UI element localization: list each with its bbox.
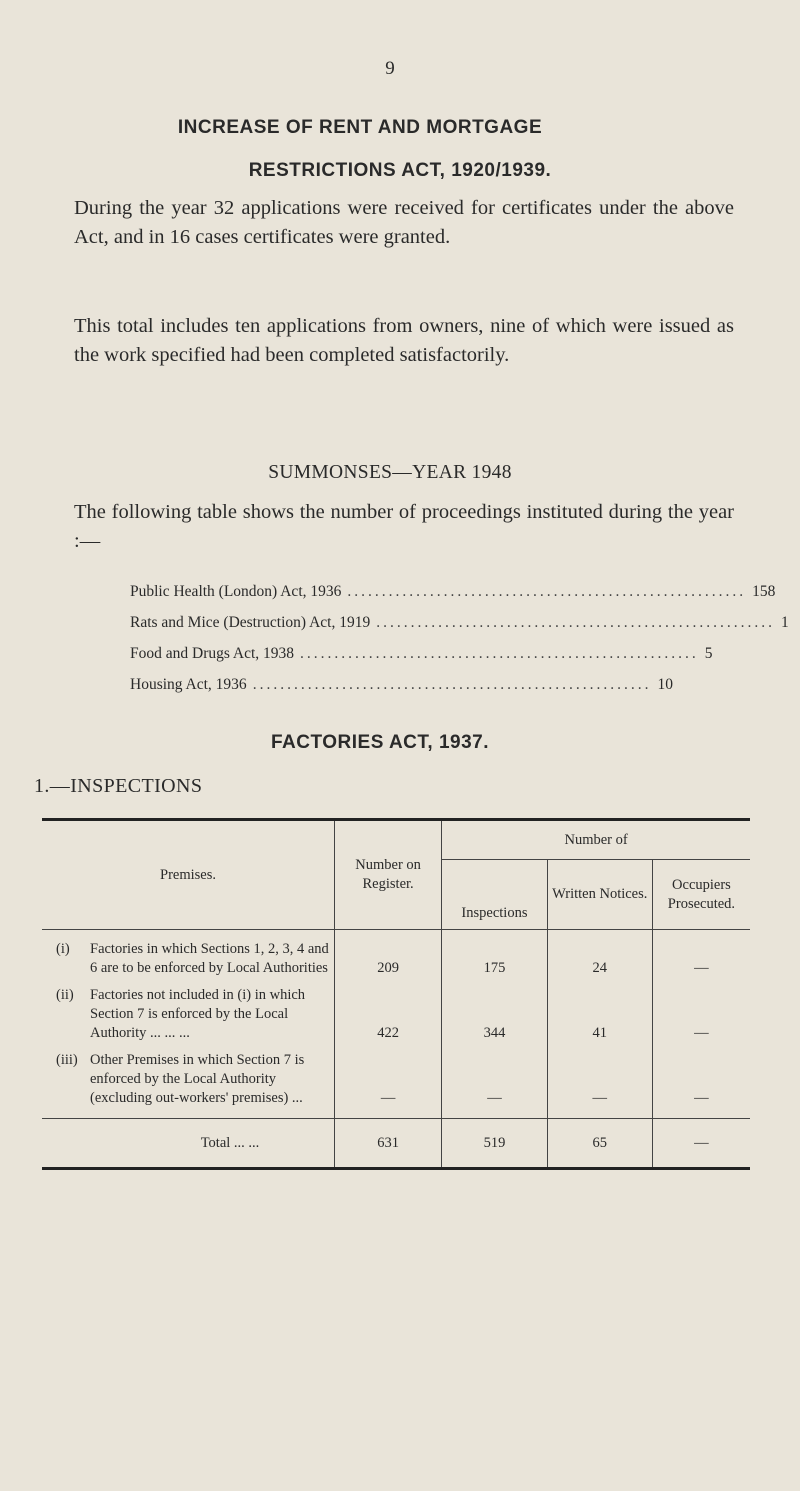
notices-value: 41 [547, 982, 652, 1047]
premise-item [56, 940, 330, 978]
header-premises: Premises. [42, 820, 335, 930]
register-value: — [335, 1047, 442, 1119]
summonses-title: SUMMONSES—YEAR 1948 [268, 462, 512, 483]
header-prosecuted: Occupiers Prosecuted. [652, 860, 750, 930]
notices-value: 24 [547, 930, 652, 983]
header-number-of: Number of [442, 820, 750, 860]
summons-act: Public Health (London) Act, 1936 [130, 583, 342, 600]
total-prosecuted: — [652, 1119, 750, 1169]
summons-row [130, 645, 713, 676]
summons-row [130, 676, 673, 707]
premise-item [56, 986, 330, 1043]
premise-item [56, 1051, 330, 1108]
inspections-value: 175 [442, 930, 547, 983]
total-inspections: 519 [442, 1119, 547, 1169]
leader-dots: .......................................................... [300, 645, 699, 662]
summons-count: 158 [752, 583, 776, 600]
total-label: Total ... ... [42, 1119, 335, 1169]
prosecuted-value: — [694, 1025, 709, 1041]
inspections-table [42, 818, 750, 1170]
summons-count: 1 [780, 614, 789, 631]
summons-row [130, 583, 776, 614]
premise-index: (i) [56, 941, 70, 957]
leader-dots: .......................................................... [252, 676, 652, 693]
inspections-value: — [442, 1047, 547, 1119]
page-number: 9 [385, 58, 395, 79]
premise-description: Other Premises in which Section 7 is enforced by the Local Authority (excluding out-workers' premises) ... [90, 1052, 305, 1106]
header-notices: Written Notices. [547, 860, 652, 930]
table-row [42, 982, 750, 1047]
total-row [42, 1119, 750, 1169]
inspections-section-label: 1.—INSPECTIONS [34, 775, 203, 797]
register-value: 422 [335, 982, 442, 1047]
prosecuted-value: — [694, 1090, 709, 1106]
summonses-intro: The following table shows the number of proceedings instituted during the year :— [74, 501, 734, 552]
summons-count: 5 [704, 645, 713, 662]
premise-index: (iii) [56, 1052, 78, 1068]
header-register: Number on Register. [335, 820, 442, 930]
table-row [42, 930, 750, 983]
rent-act-paragraph-1: During the year 32 applications were received for certificates under the above Act, and in 16 cases certificates were granted. [74, 197, 734, 248]
register-value: 209 [335, 930, 442, 983]
summons-act: Food and Drugs Act, 1938 [130, 645, 295, 662]
premise-index: (ii) [56, 987, 74, 1003]
table-row [42, 1047, 750, 1119]
summonses-list [130, 583, 789, 707]
rent-act-title-line1: INCREASE OF RENT AND MORTGAGE [177, 117, 543, 138]
prosecuted-value: — [694, 960, 709, 976]
premise-description: Factories not included in (i) in which Section 7 is enforced by the Local Authority ... ... ... [90, 987, 306, 1041]
factories-act-title: FACTORIES ACT, 1937. [270, 732, 489, 753]
summons-count: 10 [657, 676, 673, 693]
leader-dots: .......................................................... [347, 583, 747, 600]
header-inspections: Inspections [442, 860, 547, 930]
inspections-value: 344 [442, 982, 547, 1047]
premise-description: Factories in which Sections 1, 2, 3, 4 and 6 are to be enforced by Local Authorities [90, 941, 329, 976]
total-notices: 65 [547, 1119, 652, 1169]
summons-act: Rats and Mice (Destruction) Act, 1919 [130, 614, 371, 631]
notices-value: — [547, 1047, 652, 1119]
leader-dots: .......................................................... [376, 614, 775, 631]
total-register: 631 [335, 1119, 442, 1169]
rent-act-paragraph-2: This total includes ten applications from owners, nine of which were issued as the work specified had been completed satisfactorily. [74, 315, 734, 366]
rent-act-title-line2: RESTRICTIONS ACT, 1920/1939. [248, 160, 552, 181]
summons-row [130, 614, 789, 645]
summons-act: Housing Act, 1936 [130, 676, 247, 693]
